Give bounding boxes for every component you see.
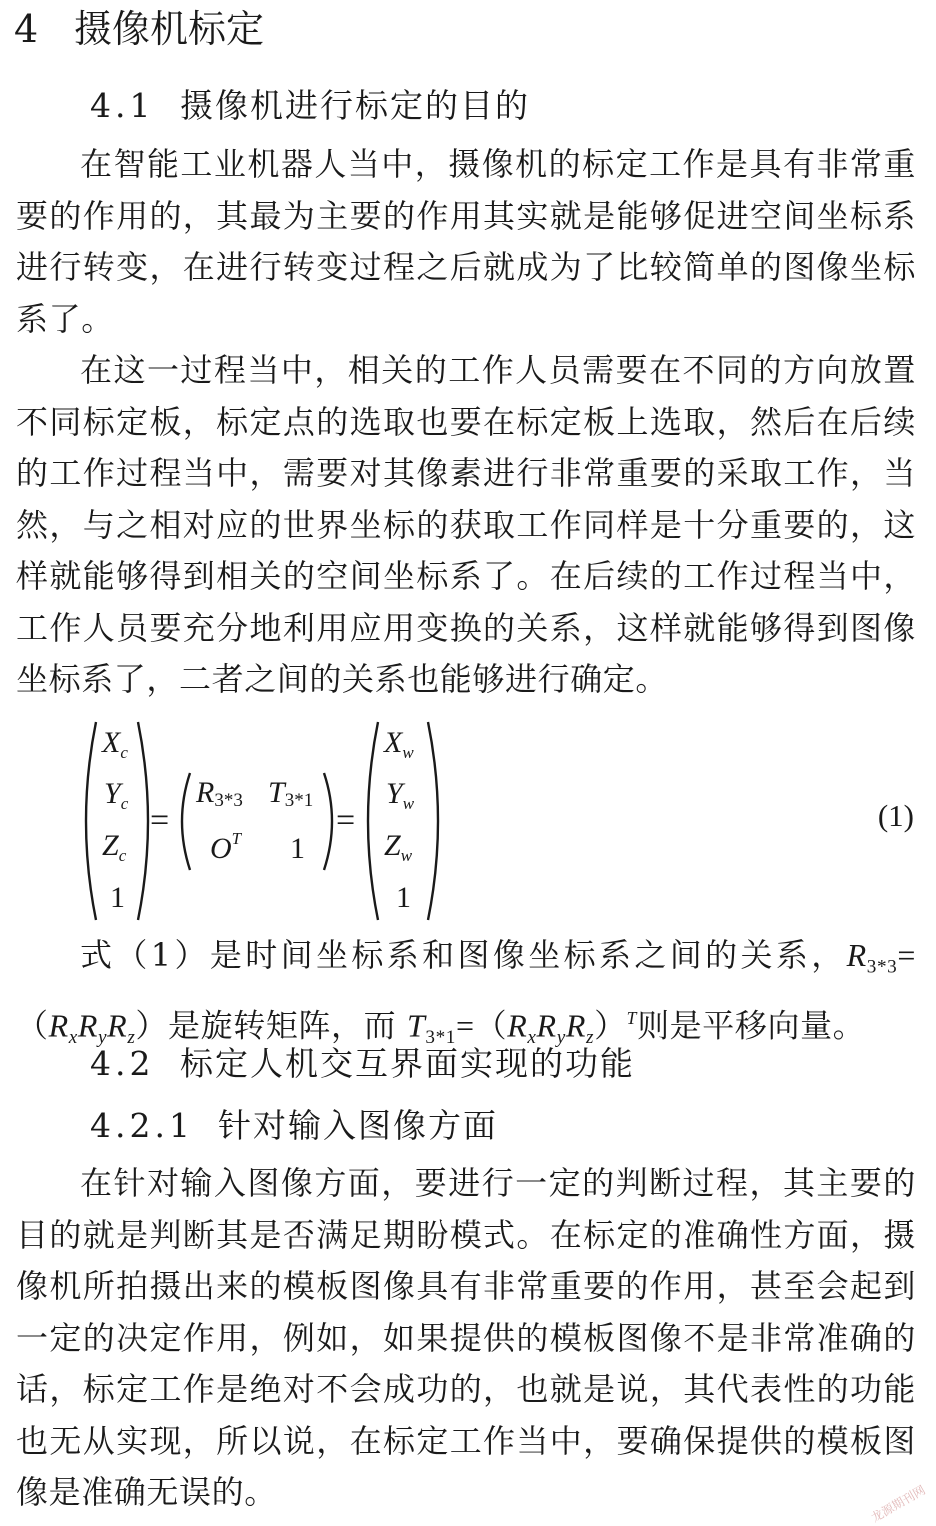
right-vector-x: $X_w$ [384, 726, 414, 762]
left-vector-one: 1 [110, 881, 125, 914]
section-heading [14, 6, 264, 52]
left-vector-y: $Y_c$ [104, 777, 129, 813]
matrix-o: $O^T$ [210, 829, 242, 865]
right-vector-z: $Z_w$ [384, 829, 413, 865]
paragraph-1: 在智能工业机器人当中，摄像机的标定工作是具有非常重要的作用的，其最为主要的作用其实就是能够促进空间坐标系进行转变，在进行转变过程之后就成为了比较简单的图像坐标系了。 [16, 145, 916, 338]
equation-number: (1) [877, 798, 914, 833]
t-symbol: T [407, 1007, 426, 1044]
right-vector-one: 1 [396, 881, 411, 914]
subsection-number: 4.2 [90, 1044, 155, 1083]
matrix-close-paren [324, 773, 332, 870]
right-vector-open-paren [368, 722, 378, 920]
matrix-t: T3*1 [268, 776, 314, 811]
equals-sign-1: = [150, 802, 170, 839]
right-vector-close-paren [428, 722, 438, 920]
left-vector-close-paren [138, 722, 148, 920]
section-title: 摄像机标定 [74, 7, 265, 51]
subsection-heading-4-2 [90, 1044, 635, 1084]
equation-1 [80, 718, 920, 924]
subsubsection-number: 4.2.1 [90, 1106, 194, 1145]
watermark: 龙源期刊网 [868, 1482, 928, 1525]
paragraph-2: 在这一过程当中，相关的工作人员需要在不同的方向放置不同标定板，标定点的选取也要在标定板上选取，然后在后续的工作过程当中，需要对其像素进行非常重要的采取工作，当然，与之相对应的世界坐标的获取工作同样是十分重要的，这样就能够得到相关的空间坐标系了。在后续的工作过程当中，工作人员要充分地利用应用变换的关系，这样就能够得到图像坐标系了，二者之间的关系也能够进行确定。 [16, 351, 916, 698]
subsubsection-title: 针对输入图像方面 [218, 1106, 498, 1145]
equation-svg [80, 718, 460, 924]
equation-explanation: 式（1）是时间坐标系和图像坐标系之间的关系，$R_{3*3}=(R_xR_yR_z)$是旋转矩阵，而 $T_{3*1}=(R_xR_yR_z)^T$则是平移向量。 [16, 936, 916, 1049]
matrix-r: R3*3 [196, 776, 243, 811]
subsection-title: 标定人机交互界面实现的功能 [180, 1044, 635, 1083]
subsection-number: 4.1 [90, 86, 155, 125]
left-vector-z: $Z_c$ [102, 829, 127, 865]
subsubsection-heading-4-2-1 [90, 1106, 498, 1146]
matrix-open-paren [182, 773, 190, 870]
left-vector-open-paren [86, 722, 96, 920]
equals-sign-2: = [336, 802, 356, 839]
paragraph-3: 在针对输入图像方面，要进行一定的判断过程，其主要的目的就是判断其是否满足期盼模式。在标定的准确性方面，摄像机所拍摄出来的模板图像具有非常重要的作用，甚至会起到一定的决定作用，例如，如果提供的模板图像不是非常准确的话，标定工作是绝对不会成功的，也就是说，其代表性的功能也无从实现，所以说，在标定工作当中，要确保提供的模板图像是准确无误的。 [16, 1164, 916, 1511]
r-symbol: R [846, 937, 867, 973]
left-vector-x: $X_c$ [102, 726, 128, 762]
matrix-one: 1 [290, 832, 305, 865]
subsection-title: 摄像机进行标定的目的 [180, 86, 530, 125]
section-number: 4 [14, 7, 39, 51]
subsection-heading-4-1 [90, 86, 530, 126]
right-vector-y: $Y_w$ [386, 777, 415, 813]
